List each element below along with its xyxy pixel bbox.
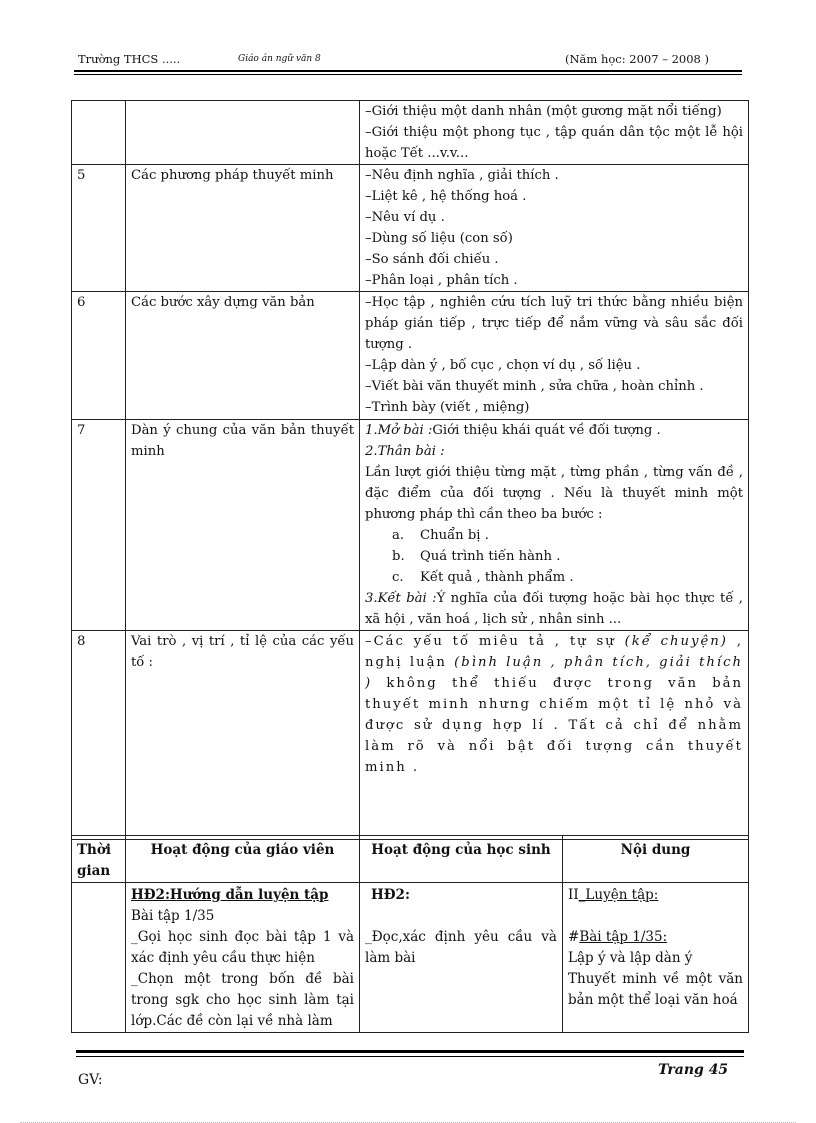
exercise-label: Bài tập 1/35: [579,929,668,945]
row-title: Các phương pháp thuyết minh [126,165,360,292]
table-row [72,101,749,165]
header-rule [74,70,742,72]
list-item: –Giới thiệu một danh nhân (một gương mặt nổi tiếng) [365,104,722,119]
content-line: Thuyết minh về một văn bản một thể loại văn hoá [568,971,743,1008]
row-title: Vai trò , vị trí , tỉ lệ của các yếu tố : [126,631,360,840]
teacher-line: _Chọn một trong bốn đề bài trong sgk cho học sinh làm tại lớp.Các đề còn lại về nhà làm [131,971,354,1029]
content-cell [563,883,749,1033]
footer-rule-thin [76,1056,744,1057]
step-text: Kết quả , thành phẩm . [420,570,574,585]
teacher-cell [126,883,360,1033]
time-cell [72,883,126,1033]
step-text: Quá trình tiến hành . [420,549,561,564]
list-item: –Phân loại , phân tích . [365,273,518,288]
conclusion-line [365,588,743,630]
intro-label: 1.Mở bài : [365,423,433,438]
heading-prefix: II [568,887,579,903]
row-content-cell [360,420,749,631]
student-title: HĐ2: [371,887,410,903]
activity-table [71,835,749,1033]
list-item: –Dùng số liệu (con số) [365,231,513,246]
subject-title: Giáo án ngữ văn 8 [238,54,321,64]
teacher-title: HĐ2:Hướng dẫn luyện tập [131,887,329,903]
column-header-student: Hoạt động của học sinh [360,836,563,883]
row-number: 6 [72,292,126,420]
row-content-cell [360,292,749,420]
list-item: –So sánh đối chiếu . [365,252,499,267]
teacher-label: GV: [78,1072,103,1088]
text-part: , nghị luận [365,634,743,670]
list-item: –Viết bài văn thuyết minh , sửa chữa , hoàn chỉnh . [365,379,704,394]
step-item [365,546,743,567]
row-title: Các bước xây dựng văn bản [126,292,360,420]
text-part-italic: (bình luận , phân tích, giải thích ) [365,655,743,691]
summary-table [71,100,749,840]
step-mark: c. [392,570,404,585]
text-part: –Các yếu tố miêu tả , tự sự [365,634,625,649]
body-text: Lần lượt giới thiệu từng mặt , từng phần , từng vấn đề , đặc điểm của đối tượng . Nếu là thuyết minh một phương pháp thì cần theo ba bước : [365,465,743,522]
row-content-cell [360,165,749,292]
table-row [72,165,749,292]
exercise-prefix: # [568,929,580,945]
column-header-time: Thời gian [72,836,126,883]
list-item: –Giới thiệu một phong tục , tập quán dân tộc một lễ hội hoặc Tết ...v.v... [365,125,743,161]
table-header-row [72,836,749,883]
intro-text: Giới thiệu khái quát về đối tượng . [432,423,661,438]
teacher-line: Bài tập 1/35 [131,908,215,924]
row-number: 5 [72,165,126,292]
content-line: Lập ý và lập dàn ý [568,950,693,966]
row-number-cell [72,101,126,165]
table-row [72,883,749,1033]
row-title: Dàn ý chung của văn bản thuyết minh [126,420,360,631]
student-cell [360,883,563,1033]
table-row [72,420,749,631]
heading-text: _Luyện tập: [578,887,659,903]
conclusion-text: Ý nghĩa của đối tượng hoặc bài học thực tế , xã hội , văn hoá , lịch sử , nhân sinh ... [365,591,743,627]
text-part-italic: (kể chuyện) [624,634,728,649]
elements-paragraph [365,631,743,778]
teacher-line: _Gọi học sinh đọc bài tập 1 và xác định yêu cầu thực hiện [131,929,354,966]
footer-rule [76,1050,744,1053]
list-item: –Liệt kê , hệ thống hoá . [365,189,527,204]
step-item [365,525,743,546]
conclusion-label: 3.Kết bài : [365,591,437,606]
practice-heading [568,885,743,906]
row-content-cell [360,631,749,840]
list-item: –Nêu định nghĩa , giải thích . [365,168,559,183]
intro-line [365,420,743,441]
list-item: –Lập dàn ý , bố cục , chọn ví dụ , số liệu . [365,358,641,373]
row-title-cell [126,101,360,165]
list-item: –Trình bày (viết , miệng) [365,400,530,415]
list-item: –Nêu ví dụ . [365,210,445,225]
table-row [72,631,749,840]
school-year: (Năm học: 2007 – 2008 ) [565,52,710,66]
list-item: –Học tập , nghiên cứu tích luỹ tri thức bằng nhiều biện pháp gián tiếp , trực tiếp để nắm vững và sâu sắc đối tượng . [365,295,743,352]
step-mark: a. [392,528,405,543]
table-row [72,292,749,420]
school-name: Trường THCS ..... [78,52,181,66]
column-header-teacher: Hoạt động của giáo viên [126,836,360,883]
page-number: Trang 45 [658,1062,729,1078]
step-mark: b. [392,549,405,564]
body-label: 2.Thân bài : [365,444,445,459]
exercise-label-line [568,927,743,948]
step-text: Chuẩn bị . [420,528,489,543]
header-rule-thin [74,74,742,75]
row-number: 8 [72,631,126,840]
row-number: 7 [72,420,126,631]
student-line: _Đọc,xác định yêu cầu và làm bài [365,929,557,966]
text-part: không thể thiếu được trong văn bản thuyết minh nhưng chiếm một tỉ lệ nhỏ và được sử dụng hợp lí . Tất cả chỉ để nhằm làm rõ và nổi bật đối tượng cần thuyết minh . [365,676,743,775]
column-header-content: Nội dung [563,836,749,883]
row-content-cell [360,101,749,165]
step-item [365,567,743,588]
